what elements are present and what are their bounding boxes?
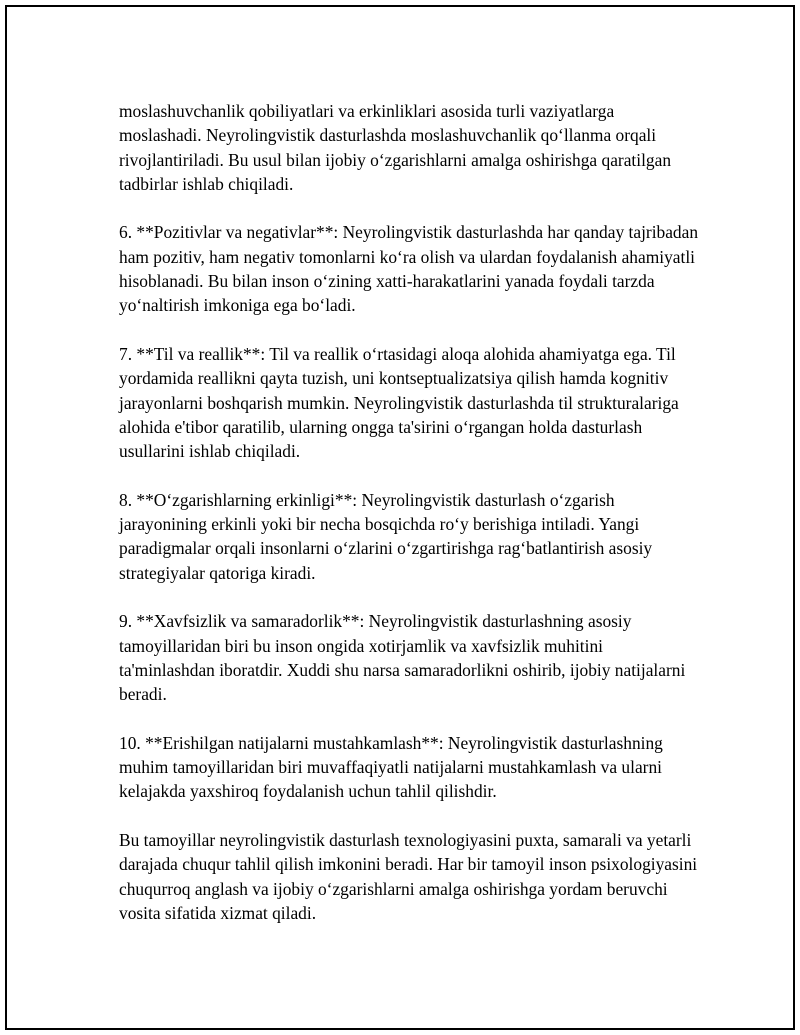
paragraph-item-7: 7. **Til va reallik**: Til va reallik o‘rtasidagi aloqa alohida ahamiyatga ega. Til yordamida reallikni qayta tuzish, uni kontseptualizatsiya qilish hamda kognitiv jarayonlarni boshqarish mumkin. Neyrolingvistik dasturlashda til strukturalariga alohida e'tibor qaratilib, ularning ongga ta'sirini o‘rgangan holda dasturlash usullarini ishlab chiqiladi. (119, 343, 679, 462)
paragraph-item-9: 9. **Xavfsizlik va samaradorlik**: Neyrolingvistik dasturlashning asosiy tamoyillaridan biri bu inson ongida xotirjamlik va xavfsizlik muhitini ta'minlashdan iboratdir. Xuddi shu narsa samaradorlikni oshirib, ijobiy natijalarni beradi. (119, 611, 686, 705)
paragraph-item-6: 6. **Pozitivlar va negativlar**: Neyrolingvistik dasturlashda har qanday tajribadan ham pozitiv, ham negativ tomonlarni ko‘ra olish va ulardan foydalanish ahamiyatli hisoblanadi. Bu bilan inson o‘zining xatti-harakatlarini yanada foydali tarzda yo‘naltirish imkoniga ega bo‘ladi. (119, 222, 699, 316)
paragraph-item-10: 10. **Erishilgan natijalarni mustahkamlash**: Neyrolingvistik dasturlashning muhim tamoyillaridan biri muvaffaqiyatli natijalarni mustahkamlash va ularni kelajakda yaxshiroq foydalanish uchun tahlil qilishdir. (119, 732, 663, 802)
paragraph-continuation: moslashuvchanlik qobiliyatlari va erkinliklari asosida turli vaziyatlarga moslashadi. Neyrolingvistik dasturlashda moslashuvchanlik qo‘llanma orqali rivojlantiriladi. Bu usul bilan ijobiy o‘zgarishlarni amalga oshirishga qaratilgan tadbirlar ishlab chiqiladi. (119, 101, 672, 194)
paragraph-conclusion: Bu tamoyillar neyrolingvistik dasturlash texnologiyasini puxta, samarali va yetarli darajada chuqur tahlil qilish imkonini beradi. Har bir tamoyil inson psixologiyasini chuqurroq anglash va ijobiy o‘zgarishlarni amalga oshirishga yordam beruvchi vosita sifatida xizmat qiladi. (119, 829, 698, 923)
page-frame (5, 5, 795, 1030)
paragraph-item-8: 8. **O‘zgarishlarning erkinligi**: Neyrolingvistik dasturlash o‘zgarish jarayonining erkinli yoki bir necha bosqichda ro‘y berishiga intiladi. Yangi paradigmalar orqali insonlarni o‘zlarini o‘zgartirishga rag‘batlantirish asosiy strategiyalar qatoriga kiradi. (119, 489, 653, 583)
document-body (119, 99, 699, 925)
